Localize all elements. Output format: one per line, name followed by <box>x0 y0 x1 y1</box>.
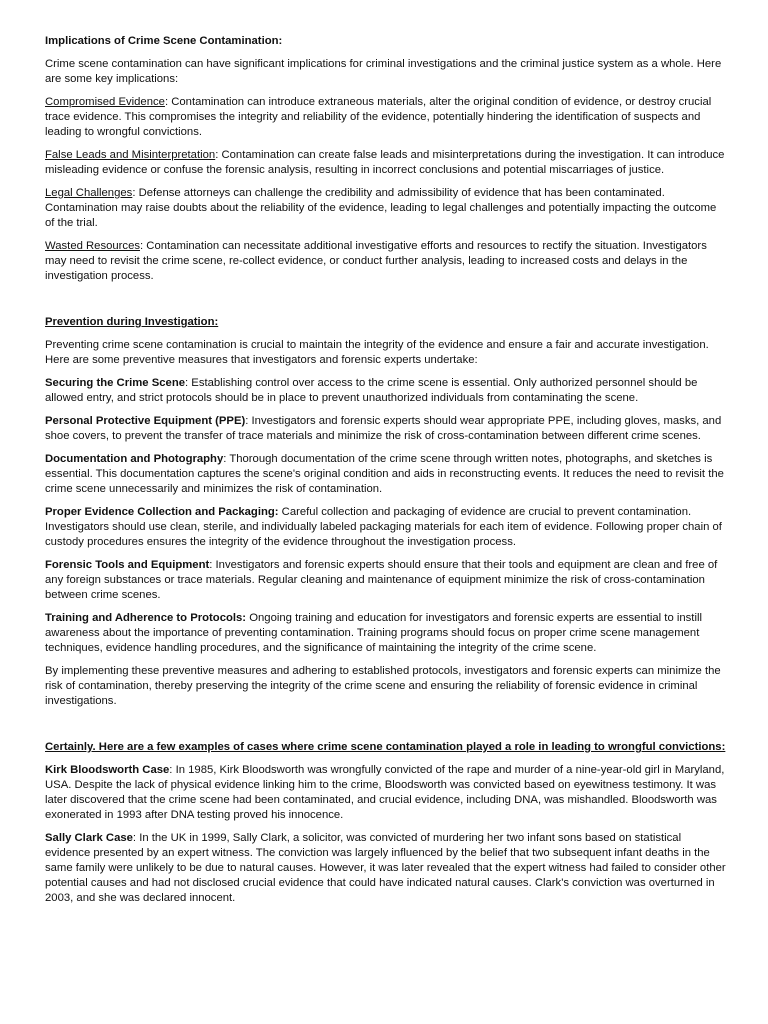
prevention-item <box>45 376 728 406</box>
implication-term: Wasted Resources <box>45 240 141 252</box>
case-term: Sally Clark Case <box>45 832 133 844</box>
prevention-item <box>45 558 728 603</box>
implication-text: : Contamination can create false leads and misinterpretations during the investigation. It can introduce misleading evidence or confuse the forensic analysis, resulting in incorrect conclusions and potential miscarriages of justice. <box>45 149 725 176</box>
prevention-item <box>45 611 728 656</box>
prevention-heading: Prevention during Investigation: <box>45 316 219 328</box>
implications-intro: Crime scene contamination can have significant implications for criminal investigations and the criminal justice system as a whole. Here are some key implications: <box>45 58 722 85</box>
case-item <box>45 831 728 906</box>
implication-term: False Leads and Misinterpretation <box>45 149 216 161</box>
implication-item <box>45 95 728 140</box>
prevention-text: Ongoing training and education for investigators and forensic experts are essential to instill awareness about the importance of preventing contamination. Training programs should focus on proper crime scene management techniques, evidence handling procedures, and the significance of maintaining the integrity of the crime scene. <box>45 612 702 654</box>
implication-item <box>45 239 728 284</box>
prevention-term: Securing the Crime Scene <box>45 377 186 389</box>
implication-text: : Contamination can introduce extraneous materials, alter the original condition of evidence, or destroy crucial trace evidence. This compromises the integrity and reliability of the evidence, potentially hindering the identification of suspects and leading to wrongful convictions. <box>45 96 712 138</box>
cases-heading: Certainly. Here are a few examples of cases where crime scene contamination played a role in leading to wrongful convictions: <box>45 741 726 753</box>
prevention-text: Careful collection and packaging of evidence are crucial to prevent contamination. Investigators should use clean, sterile, and individually labeled packaging materials for each item of evidence. Following proper chain of custody procedures ensures the integrity of the evidence throughout the investigation process. <box>45 506 722 548</box>
case-text: : In 1985, Kirk Bloodsworth was wrongfully convicted of the rape and murder of a nine-year-old girl in Maryland, USA. Despite the lack of physical evidence linking him to the crime, Bloodsworth was convicted based on eyewitness testimony. It was later discovered that the crime scene had been contaminated, and crucial evidence, including DNA, was mishandled. Bloodsworth was exonerated in 1993 after DNA testing proved his innocence. <box>45 764 725 821</box>
section-spacer <box>45 717 728 740</box>
prevention-item <box>45 505 728 550</box>
prevention-term: Proper Evidence Collection and Packaging: <box>45 506 279 518</box>
prevention-term: Training and Adherence to Protocols: <box>45 612 247 624</box>
prevention-term: Documentation and Photography <box>45 453 224 465</box>
implication-term: Compromised Evidence <box>45 96 165 108</box>
case-term: Kirk Bloodsworth Case <box>45 764 170 776</box>
prevention-conclusion: By implementing these preventive measures and adhering to established protocols, investigators and forensic experts can minimize the risk of contamination, thereby preserving the integrity of the crime scene and ensuring the reliability of forensic evidence in criminal investigations. <box>45 665 721 707</box>
prevention-text: : Establishing control over access to the crime scene is essential. Only authorized personnel should be allowed entry, and strict protocols should be in place to prevent unauthorized individuals from contaminating the scene. <box>45 377 698 404</box>
section-spacer <box>45 292 728 315</box>
implication-text: : Contamination can necessitate additional investigative efforts and resources to rectify the situation. Investigators may need to revisit the crime scene, re-collect evidence, or conduct further analysis, leading to increased costs and delays in the investigation process. <box>45 240 707 282</box>
implication-item <box>45 148 728 178</box>
prevention-text: : Investigators and forensic experts should wear appropriate PPE, including gloves, masks, and shoe covers, to prevent the transfer of trace materials and minimize the risk of cross-contamination between different crime scenes. <box>45 415 722 442</box>
implications-heading: Implications of Crime Scene Contamination: <box>45 35 283 47</box>
prevention-text: : Investigators and forensic experts should ensure that their tools and equipment are clean and free of any foreign substances or trace materials. Regular cleaning and maintenance of equipment minimize the risk of cross-contamination between crime scenes. <box>45 559 718 601</box>
prevention-term: Personal Protective Equipment (PPE) <box>45 415 246 427</box>
prevention-term: Forensic Tools and Equipment <box>45 559 210 571</box>
prevention-intro: Preventing crime scene contamination is crucial to maintain the integrity of the evidence and ensure a fair and accurate investigation. Here are some preventive measures that investigators and forensic experts undertake: <box>45 339 709 366</box>
case-item <box>45 763 728 823</box>
prevention-item <box>45 414 728 444</box>
implication-text: : Defense attorneys can challenge the credibility and admissibility of evidence that has been contaminated. Contamination may raise doubts about the reliability of the evidence, leading to legal challenges and potentially impacting the outcome of the trial. <box>45 187 717 229</box>
case-text: : In the UK in 1999, Sally Clark, a solicitor, was convicted of murdering her two infant sons based on statistical evidence presented by an expert witness. The conviction was largely influenced by the belief that two subsequent infant deaths in the same family were unlikely to be due to natural causes. However, it was later revealed that the expert witness had failed to consider other potential causes and had not disclosed crucial evidence that could have indicated natural causes. Clark's conviction was overturned in 2003, and she was declared innocent. <box>45 832 726 904</box>
implication-term: Legal Challenges <box>45 187 133 199</box>
prevention-text: : Thorough documentation of the crime scene through written notes, photographs, and sketches is essential. This documentation captures the scene's original condition and aids in reconstructing events. It reduces the need to revisit the crime scene unnecessarily and minimizes the risk of contamination. <box>45 453 724 495</box>
prevention-item <box>45 452 728 497</box>
implication-item <box>45 186 728 231</box>
